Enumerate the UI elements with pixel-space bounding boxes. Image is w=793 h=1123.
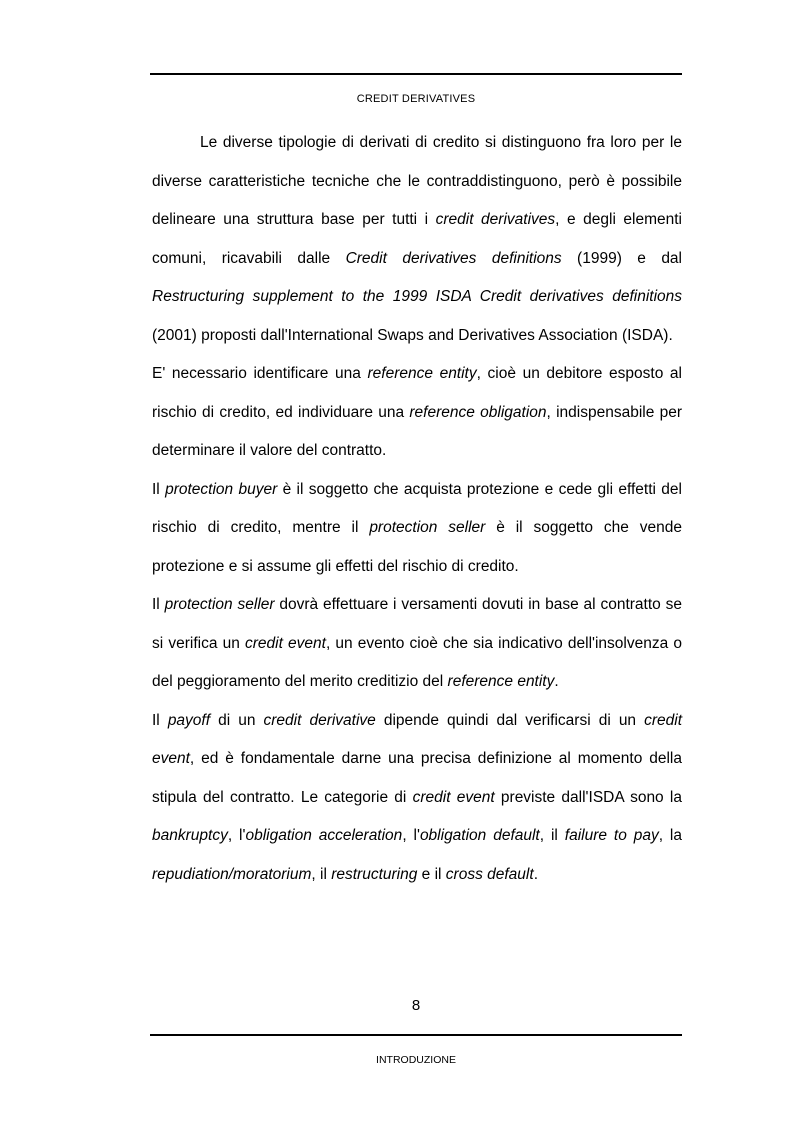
paragraph bbox=[152, 355, 682, 471]
text-run: , il bbox=[311, 865, 332, 883]
text-run: , il bbox=[539, 827, 565, 844]
italic-term: repudiation/moratorium bbox=[152, 865, 312, 883]
italic-term: obligation default bbox=[419, 827, 540, 844]
paragraph bbox=[152, 586, 682, 702]
text-run: (1999) e dal bbox=[561, 249, 682, 267]
text-run: , l' bbox=[402, 827, 420, 844]
italic-term: protection buyer bbox=[165, 480, 278, 498]
italic-term: restructuring bbox=[331, 865, 418, 883]
text-run: Le diverse tipologie di derivati di credito si distinguono fra loro per le diverse caratteristiche tecniche che le contraddistinguono, però è possibile delineare una struttura base per tutti i bbox=[152, 134, 682, 228]
italic-term: Restructuring supplement to the 1999 ISDA Credit derivatives definitions bbox=[152, 288, 682, 305]
text-run: , ed è fondamentale darne una precisa definizione al momento della stipula del contratto. Le categorie di bbox=[152, 750, 682, 806]
paragraph bbox=[152, 124, 682, 355]
italic-term: cross default bbox=[445, 865, 534, 883]
italic-term: credit event bbox=[412, 788, 495, 806]
page-number: 8 bbox=[411, 997, 421, 1014]
text-run: , e degli elementi comuni, ricavabili dalle bbox=[152, 211, 683, 267]
text-run: Il bbox=[152, 596, 165, 613]
paragraph bbox=[152, 702, 682, 895]
text-run: E' necessario identificare una bbox=[152, 365, 368, 382]
text-run: Il bbox=[152, 711, 168, 729]
text-run: è il soggetto che vende protezione e si assume gli effetti del rischio di credito. bbox=[152, 519, 683, 575]
text-run: , l' bbox=[227, 827, 246, 844]
text-run: dipende quindi dal verificarsi di un bbox=[375, 711, 645, 729]
text-run: e il bbox=[417, 865, 446, 883]
body-text bbox=[152, 124, 682, 894]
italic-term: reference entity bbox=[367, 365, 477, 382]
header-rule bbox=[150, 73, 682, 75]
text-run: . bbox=[554, 673, 559, 690]
italic-term: protection seller bbox=[164, 596, 275, 613]
italic-term: protection seller bbox=[369, 519, 486, 536]
text-run: , cioè un debitore esposto al rischio di credito, ed individuare una bbox=[152, 365, 682, 421]
running-footer: INTRODUZIONE bbox=[376, 1054, 456, 1066]
text-run: (2001) proposti dall'International Swaps and Derivatives Association (ISDA). bbox=[152, 326, 673, 344]
italic-term: payoff bbox=[167, 711, 211, 729]
italic-term: credit event bbox=[152, 711, 683, 767]
footer-rule bbox=[150, 1034, 682, 1036]
text-run: , la bbox=[658, 827, 682, 844]
paragraph bbox=[152, 471, 682, 587]
text-run: è il soggetto che acquista protezione e cede gli effetti del rischio di credito, mentre il bbox=[152, 480, 682, 536]
text-run: Il bbox=[152, 480, 166, 498]
text-run: , un evento cioè che sia indicativo dell'insolvenza o del peggioramento del merito creditizio del bbox=[152, 634, 682, 690]
italic-term: credit derivatives bbox=[435, 211, 556, 228]
text-run: . bbox=[533, 865, 538, 883]
italic-term: failure to pay bbox=[564, 827, 659, 844]
italic-term: reference obligation bbox=[409, 403, 547, 421]
italic-term: credit derivative bbox=[263, 711, 376, 729]
text-run: dovrà effettuare i versamenti dovuti in base al contratto se si verifica un bbox=[152, 596, 682, 652]
text-run: , indispensabile per determinare il valore del contratto. bbox=[152, 403, 683, 459]
italic-term: Credit derivatives definitions bbox=[345, 249, 562, 267]
running-header: CREDIT DERIVATIVES bbox=[356, 93, 476, 105]
text-run: di un bbox=[210, 711, 264, 729]
italic-term: obligation acceleration bbox=[245, 827, 403, 844]
italic-term: reference entity bbox=[447, 673, 555, 690]
italic-term: bankruptcy bbox=[152, 827, 228, 844]
text-run: previste dall'ISDA sono la bbox=[494, 788, 682, 806]
italic-term: credit event bbox=[244, 634, 326, 652]
